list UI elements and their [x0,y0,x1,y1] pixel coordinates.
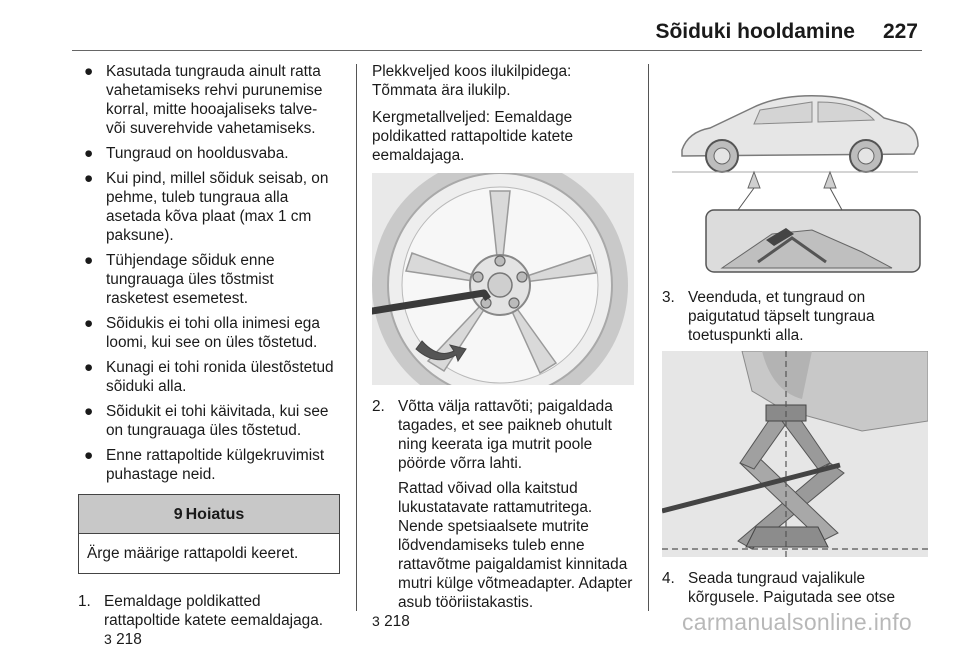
step-number: 3. [662,289,675,306]
list-item: ● Kui pind, millel sõiduk seisab, on pehme, tuleb tungraua alla asetada kõva plaat (max 1 cm paksune). [84,170,329,244]
intro-paragraph: Kergmetallveljed: Eemaldage poldikatted rattapoltide katete eemaldajaga. [372,109,574,164]
bullet-icon: ● [84,63,94,80]
scissor-jack-illustration [662,351,928,557]
page-ref-arrow-icon: 3 [372,613,380,629]
page-number: 227 [882,20,918,43]
wheel-wrench-illustration [372,173,634,385]
step-2 [372,397,634,473]
bullet-icon: ● [84,170,94,187]
step-text: Veenduda, et tungraud on paigutatud täpselt tungraua toetuspunkti alla. [688,289,875,344]
bullet-icon: ● [84,403,94,420]
warning-title: Hoiatus [185,505,245,523]
column-1 [78,62,340,655]
step-number: 1. [78,593,91,610]
watermark: carmanualsonline.info [681,609,912,635]
step-number: 2. [372,398,385,415]
list-item: ● Sõidukit ei tohi käivitada, kui see on tungrauaga üles tõstetud. [84,403,329,439]
car-jack-points-illustration [662,62,928,274]
list-item: ● Enne rattapoltide külgekruvimist puhastage neid. [84,447,325,483]
section-title: Sõiduki hooldamine [655,20,855,43]
note-text: Rattad võivad olla kaitstud lukustatavate rattamutritega. Nende spetsiaalsete mutrite lõdvendamiseks tuleb enne rattavõtme paigaldamist kinnitada mutri külge võtmeadapter. Adapter asub tööriistakastis. [398,480,633,611]
bullet-icon: ● [84,252,94,269]
precaution-list [78,62,340,484]
intro-paragraph: Plekkveljed koos ilukilpidega: Tõmmata ära ilukilp. [372,63,572,99]
list-item: ● Tühjendage sõiduk enne tungrauaga üles tõstmist rasketest esemetest. [84,252,275,307]
bullet-icon: ● [84,447,94,464]
page-ref[interactable]: 218 [116,631,142,648]
list-item: ● Kunagi ei tohi ronida ülestõstetud sõiduki alla. [84,359,334,395]
page-ref[interactable]: 218 [384,613,410,630]
header-rule [72,50,922,51]
warning-header [79,495,339,534]
page-ref-row [372,612,634,631]
step-4 [662,569,928,607]
warning-box [78,494,340,574]
column-divider [356,64,357,611]
page-ref-arrow-icon: 3 [104,631,112,647]
step-text: Võtta välja rattavõti; paigaldada tagades, et see paikneb ohutult ning keerata iga mutrit poole pöörde võrra lahti. [398,398,613,472]
warning-triangle-icon: 9 [173,505,183,523]
step-1 [78,592,340,649]
step-2-note [372,479,634,612]
column-divider [648,64,649,611]
bullet-icon: ● [84,145,94,162]
column-3 [662,62,928,613]
step-text: Seada tungraud vajalikule kõrgusele. Paigutada see otse [688,570,896,606]
step-text: Eemaldage poldikatted rattapoltide katete eemaldajaga. [104,593,324,629]
page-header [0,20,918,50]
list-item: ● Kasutada tungrauda ainult ratta vahetamiseks rehvi purunemise korral, mitte hooajaliseks talve- või suverehvide vahetamiseks. [84,63,323,137]
list-item: ● Sõidukis ei tohi olla inimesi ega loomi, kui see on üles tõstetud. [84,315,320,351]
step-number: 4. [662,570,675,587]
bullet-icon: ● [84,315,94,332]
step-3 [662,288,928,345]
warning-text: Ärge määrige rattapoldi keeret. [87,545,299,562]
column-2 [372,62,634,631]
list-item: ● Tungraud on hooldusvaba. [84,145,289,162]
bullet-icon: ● [84,359,94,376]
